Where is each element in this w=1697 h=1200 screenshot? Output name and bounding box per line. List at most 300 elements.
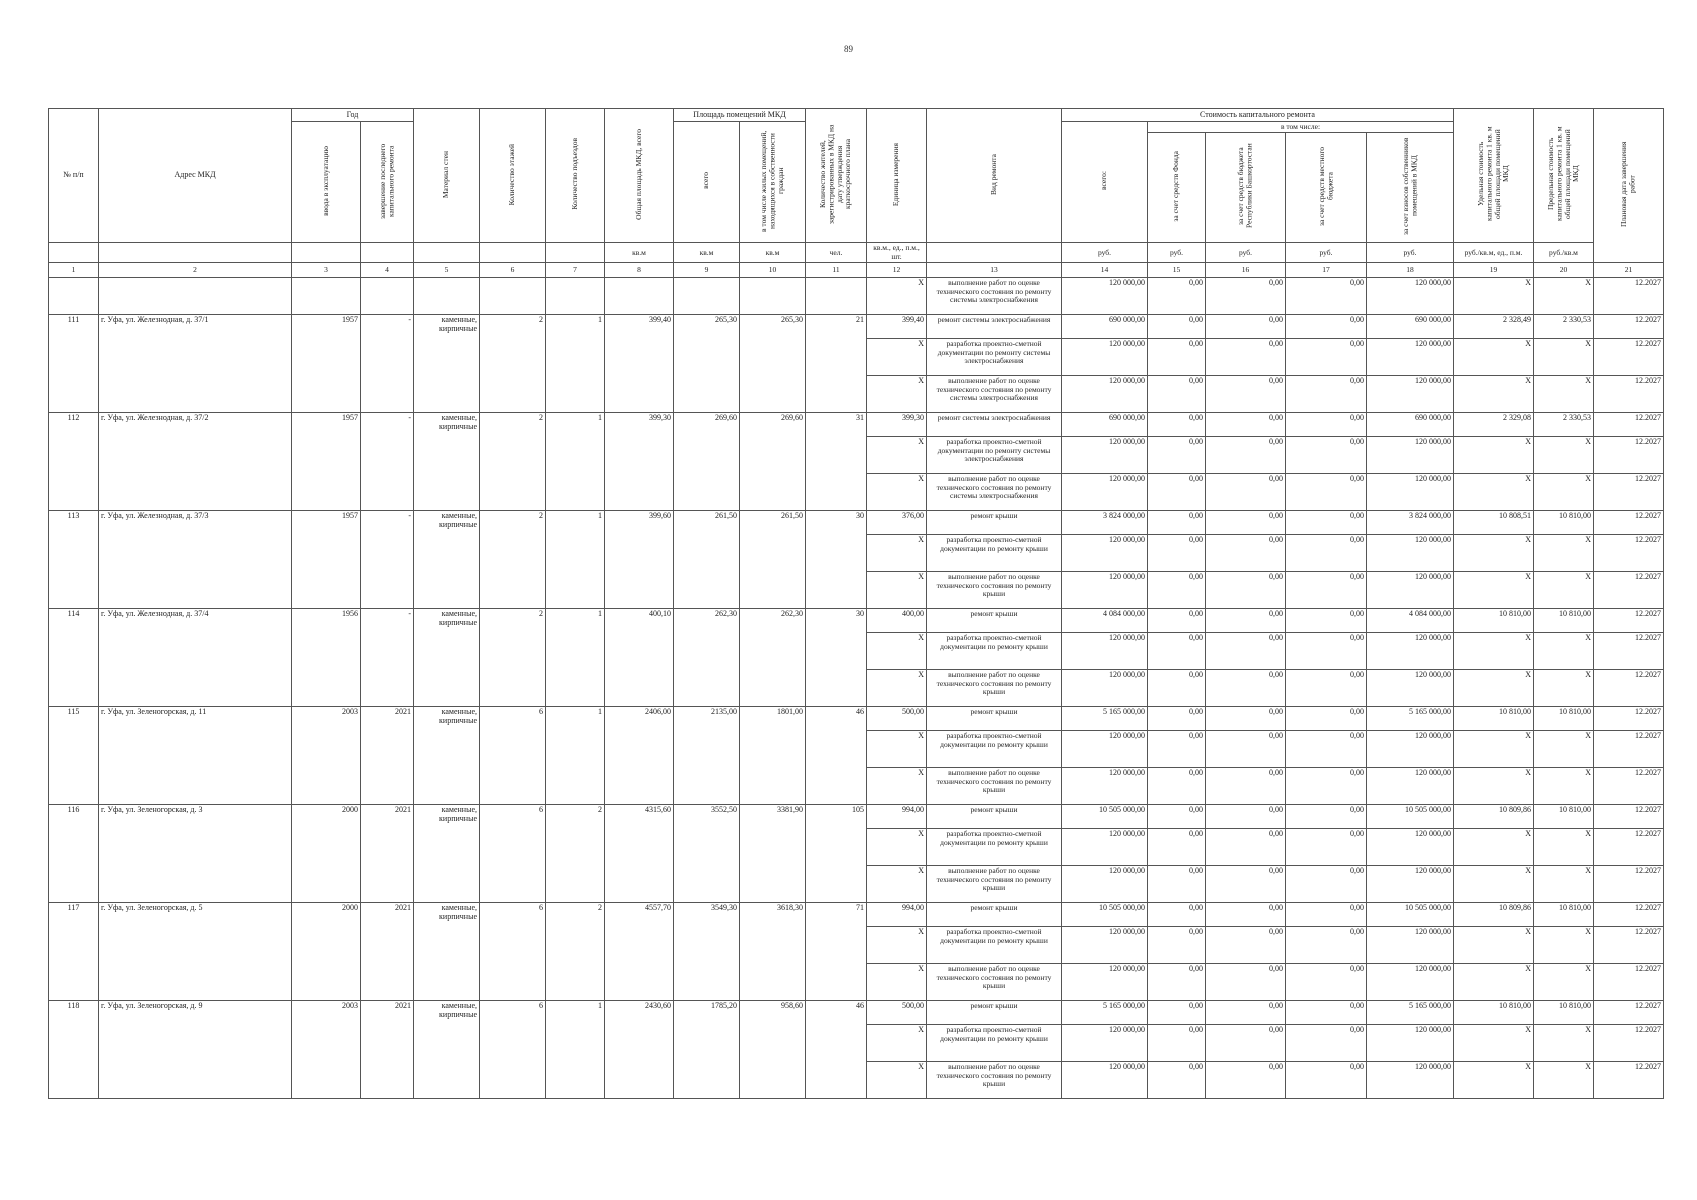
work-type: ремонт крыши xyxy=(927,511,1062,535)
work-deadline: 12.2027 xyxy=(1594,437,1664,474)
work-unit: 399,40 xyxy=(867,315,927,339)
work-type: ремонт системы электроснабжения xyxy=(927,413,1062,437)
work-cost-owners: 10 505 000,00 xyxy=(1367,805,1454,829)
work-cost-local: 0,00 xyxy=(1286,609,1367,633)
work-cost-republic: 0,00 xyxy=(1206,866,1286,903)
work-type: разработка проектно-сметной документации по ремонту крыши xyxy=(927,535,1062,572)
row-residents: 105 xyxy=(806,805,867,903)
work-unit: X xyxy=(867,1025,927,1062)
row-total-area: 399,30 xyxy=(605,413,674,511)
work-cost-total: 120 000,00 xyxy=(1062,278,1148,315)
row-year-repair: 2021 xyxy=(361,1001,414,1099)
work-cost-total: 120 000,00 xyxy=(1062,964,1148,1001)
work-deadline: 12.2027 xyxy=(1594,903,1664,927)
work-max-cost: 10 810,00 xyxy=(1534,707,1594,731)
work-cost-total: 120 000,00 xyxy=(1062,535,1148,572)
work-cost-republic: 0,00 xyxy=(1206,572,1286,609)
work-type: выполнение работ по оценке технического состояния по ремонту крыши xyxy=(927,572,1062,609)
work-cost-local: 0,00 xyxy=(1286,633,1367,670)
work-cost-local: 0,00 xyxy=(1286,768,1367,805)
work-specific-cost: 10 809,86 xyxy=(1454,903,1534,927)
work-specific-cost: 10 810,00 xyxy=(1454,707,1534,731)
row-floors: 6 xyxy=(480,1001,546,1099)
work-type: выполнение работ по оценке технического состояния по ремонту крыши xyxy=(927,1062,1062,1099)
work-cost-republic: 0,00 xyxy=(1206,535,1286,572)
row-year-repair: 2021 xyxy=(361,805,414,903)
work-cost-owners: 690 000,00 xyxy=(1367,315,1454,339)
header-area-all: всего xyxy=(674,122,740,243)
row-entrances: 2 xyxy=(546,805,605,903)
unit-cell xyxy=(480,243,546,263)
work-unit: 376,00 xyxy=(867,511,927,535)
table-header xyxy=(49,109,1664,278)
work-cost-total: 120 000,00 xyxy=(1062,768,1148,805)
work-type: ремонт системы электроснабжения xyxy=(927,315,1062,339)
work-cost-fund: 0,00 xyxy=(1148,1001,1206,1025)
work-cost-owners: 120 000,00 xyxy=(1367,731,1454,768)
work-cost-local: 0,00 xyxy=(1286,1062,1367,1099)
work-cost-republic: 0,00 xyxy=(1206,670,1286,707)
work-cost-republic: 0,00 xyxy=(1206,376,1286,413)
work-unit: 994,00 xyxy=(867,805,927,829)
row-num: 113 xyxy=(49,511,99,609)
work-specific-cost: X xyxy=(1454,829,1534,866)
work-cost-fund: 0,00 xyxy=(1148,474,1206,511)
row-year-built: 1957 xyxy=(292,413,361,511)
work-deadline: 12.2027 xyxy=(1594,609,1664,633)
work-cost-owners: 5 165 000,00 xyxy=(1367,1001,1454,1025)
work-type: выполнение работ по оценке технического состояния по ремонту системы электроснабжения xyxy=(927,376,1062,413)
work-cost-republic: 0,00 xyxy=(1206,731,1286,768)
row-num: 114 xyxy=(49,609,99,707)
work-cost-owners: 10 505 000,00 xyxy=(1367,903,1454,927)
work-type: выполнение работ по оценке технического состояния по ремонту крыши xyxy=(927,768,1062,805)
row-wall-material: каменные, кирпичные xyxy=(414,609,480,707)
row-entrances: 1 xyxy=(546,1001,605,1099)
work-specific-cost: X xyxy=(1454,535,1534,572)
work-cost-local: 0,00 xyxy=(1286,927,1367,964)
header-max-cost: Предельная стоимость капитального ремонта 1 кв. м общей площади помещений МКД xyxy=(1534,109,1594,243)
work-cost-republic: 0,00 xyxy=(1206,707,1286,731)
work-cost-local: 0,00 xyxy=(1286,1001,1367,1025)
table-row xyxy=(49,315,1664,339)
work-cost-local: 0,00 xyxy=(1286,572,1367,609)
work-specific-cost: X xyxy=(1454,670,1534,707)
work-cost-owners: 120 000,00 xyxy=(1367,1025,1454,1062)
work-cost-total: 3 824 000,00 xyxy=(1062,511,1148,535)
row-wall-material: каменные, кирпичные xyxy=(414,1001,480,1099)
work-deadline: 12.2027 xyxy=(1594,768,1664,805)
table-body xyxy=(49,278,1664,1099)
work-cost-fund: 0,00 xyxy=(1148,413,1206,437)
work-cost-fund: 0,00 xyxy=(1148,572,1206,609)
work-cost-local: 0,00 xyxy=(1286,474,1367,511)
row-address: г. Уфа, ул. Железнодная, д. 37/3 xyxy=(99,511,292,609)
work-cost-republic: 0,00 xyxy=(1206,829,1286,866)
row-num: 116 xyxy=(49,805,99,903)
work-cost-republic: 0,00 xyxy=(1206,805,1286,829)
work-cost-fund: 0,00 xyxy=(1148,927,1206,964)
work-cost-fund: 0,00 xyxy=(1148,866,1206,903)
row-total-area: 400,10 xyxy=(605,609,674,707)
header-local: за счет средств местного бюджета xyxy=(1286,133,1367,243)
work-type: ремонт крыши xyxy=(927,1001,1062,1025)
unit-cell xyxy=(546,243,605,263)
unit-cell: кв.м xyxy=(674,243,740,263)
work-cost-republic: 0,00 xyxy=(1206,339,1286,376)
work-cost-republic: 0,00 xyxy=(1206,278,1286,315)
row-area-repair: 262,30 xyxy=(740,609,806,707)
unit-cell: руб./кв.м xyxy=(1534,243,1594,263)
row-address: г. Уфа, ул. Зеленогорская, д. 3 xyxy=(99,805,292,903)
work-unit: X xyxy=(867,339,927,376)
work-deadline: 12.2027 xyxy=(1594,1001,1664,1025)
work-cost-total: 5 165 000,00 xyxy=(1062,707,1148,731)
row-residents: 71 xyxy=(806,903,867,1001)
work-specific-cost: X xyxy=(1454,1025,1534,1062)
work-max-cost: X xyxy=(1534,731,1594,768)
column-number-cell: 20 xyxy=(1534,263,1594,278)
row-area-repair xyxy=(740,278,806,315)
row-residents: 46 xyxy=(806,1001,867,1099)
row-entrances: 2 xyxy=(546,903,605,1001)
work-type: разработка проектно-сметной документации по ремонту крыши xyxy=(927,1025,1062,1062)
work-specific-cost: X xyxy=(1454,572,1534,609)
work-unit: X xyxy=(867,927,927,964)
work-deadline: 12.2027 xyxy=(1594,376,1664,413)
work-max-cost: X xyxy=(1534,927,1594,964)
unit-cell: руб./кв.м, ед., п.м. xyxy=(1454,243,1534,263)
work-cost-total: 120 000,00 xyxy=(1062,866,1148,903)
work-type: ремонт крыши xyxy=(927,903,1062,927)
row-residents: 30 xyxy=(806,609,867,707)
unit-cell: кв.м., ед., п.м., шт. xyxy=(867,243,927,263)
work-cost-owners: 120 000,00 xyxy=(1367,437,1454,474)
work-unit: X xyxy=(867,768,927,805)
unit-cell xyxy=(361,243,414,263)
work-cost-fund: 0,00 xyxy=(1148,670,1206,707)
work-cost-total: 120 000,00 xyxy=(1062,829,1148,866)
work-cost-local: 0,00 xyxy=(1286,278,1367,315)
unit-cell xyxy=(414,243,480,263)
work-type: разработка проектно-сметной документации по ремонту крыши xyxy=(927,633,1062,670)
work-cost-fund: 0,00 xyxy=(1148,339,1206,376)
work-max-cost: 2 330,53 xyxy=(1534,315,1594,339)
work-cost-local: 0,00 xyxy=(1286,670,1367,707)
row-year-built: 2003 xyxy=(292,707,361,805)
work-max-cost: X xyxy=(1534,437,1594,474)
row-address: г. Уфа, ул. Зеленогорская, д. 11 xyxy=(99,707,292,805)
work-cost-total: 120 000,00 xyxy=(1062,927,1148,964)
row-year-built: 2000 xyxy=(292,805,361,903)
work-specific-cost: 2 329,08 xyxy=(1454,413,1534,437)
work-deadline: 12.2027 xyxy=(1594,927,1664,964)
work-cost-total: 120 000,00 xyxy=(1062,339,1148,376)
work-max-cost: X xyxy=(1534,474,1594,511)
row-residents xyxy=(806,278,867,315)
work-cost-total: 690 000,00 xyxy=(1062,413,1148,437)
header-cost-total: всего: xyxy=(1062,122,1148,243)
work-unit: X xyxy=(867,829,927,866)
row-area-all: 261,50 xyxy=(674,511,740,609)
row-address: г. Уфа, ул. Железнодная, д. 37/1 xyxy=(99,315,292,413)
work-cost-total: 120 000,00 xyxy=(1062,474,1148,511)
work-max-cost: X xyxy=(1534,535,1594,572)
row-num xyxy=(49,278,99,315)
row-year-repair: - xyxy=(361,609,414,707)
work-max-cost: 10 810,00 xyxy=(1534,903,1594,927)
work-cost-local: 0,00 xyxy=(1286,1025,1367,1062)
work-unit: X xyxy=(867,670,927,707)
work-max-cost: 2 330,53 xyxy=(1534,413,1594,437)
work-unit: X xyxy=(867,731,927,768)
unit-cell: руб. xyxy=(1206,243,1286,263)
work-specific-cost: 2 328,49 xyxy=(1454,315,1534,339)
table-row xyxy=(49,609,1664,633)
work-unit: X xyxy=(867,964,927,1001)
work-cost-local: 0,00 xyxy=(1286,511,1367,535)
work-cost-fund: 0,00 xyxy=(1148,278,1206,315)
row-num: 111 xyxy=(49,315,99,413)
work-unit: X xyxy=(867,535,927,572)
row-year-repair: - xyxy=(361,511,414,609)
work-deadline: 12.2027 xyxy=(1594,1062,1664,1099)
unit-cell xyxy=(49,243,99,263)
work-type: ремонт крыши xyxy=(927,707,1062,731)
row-area-all: 265,30 xyxy=(674,315,740,413)
row-residents: 31 xyxy=(806,413,867,511)
row-residents: 30 xyxy=(806,511,867,609)
work-cost-republic: 0,00 xyxy=(1206,1001,1286,1025)
work-cost-owners: 120 000,00 xyxy=(1367,927,1454,964)
work-type: ремонт крыши xyxy=(927,805,1062,829)
row-year-built: 1957 xyxy=(292,511,361,609)
row-entrances: 1 xyxy=(546,511,605,609)
table-row xyxy=(49,1001,1664,1025)
row-floors: 6 xyxy=(480,903,546,1001)
column-number-cell: 19 xyxy=(1454,263,1534,278)
work-unit: 500,00 xyxy=(867,1001,927,1025)
header-column-numbers-row xyxy=(49,263,1664,278)
work-type: разработка проектно-сметной документации по ремонту крыши xyxy=(927,829,1062,866)
work-cost-owners: 120 000,00 xyxy=(1367,376,1454,413)
work-specific-cost: X xyxy=(1454,474,1534,511)
work-max-cost: X xyxy=(1534,670,1594,707)
unit-cell xyxy=(927,243,1062,263)
work-max-cost: X xyxy=(1534,339,1594,376)
row-area-repair: 1801,00 xyxy=(740,707,806,805)
work-specific-cost: X xyxy=(1454,339,1534,376)
work-cost-total: 5 165 000,00 xyxy=(1062,1001,1148,1025)
row-year-repair: 2021 xyxy=(361,903,414,1001)
column-number-cell: 7 xyxy=(546,263,605,278)
header-floors: Количество этажей xyxy=(480,109,546,243)
row-total-area: 4557,70 xyxy=(605,903,674,1001)
work-specific-cost: 10 810,00 xyxy=(1454,609,1534,633)
table-row xyxy=(49,413,1664,437)
work-type: выполнение работ по оценке технического состояния по ремонту крыши xyxy=(927,866,1062,903)
work-cost-local: 0,00 xyxy=(1286,315,1367,339)
row-area-all: 1785,20 xyxy=(674,1001,740,1099)
unit-cell: кв.м xyxy=(605,243,674,263)
row-entrances: 1 xyxy=(546,413,605,511)
work-cost-total: 120 000,00 xyxy=(1062,437,1148,474)
work-deadline: 12.2027 xyxy=(1594,829,1664,866)
work-cost-fund: 0,00 xyxy=(1148,1025,1206,1062)
work-max-cost: 10 810,00 xyxy=(1534,511,1594,535)
work-cost-owners: 120 000,00 xyxy=(1367,278,1454,315)
row-year-built: 2000 xyxy=(292,903,361,1001)
table-row xyxy=(49,903,1664,927)
work-type: разработка проектно-сметной документации по ремонту крыши xyxy=(927,927,1062,964)
work-cost-local: 0,00 xyxy=(1286,339,1367,376)
work-cost-owners: 690 000,00 xyxy=(1367,413,1454,437)
header-num: № п/п xyxy=(49,109,99,243)
work-cost-total: 120 000,00 xyxy=(1062,670,1148,707)
work-cost-local: 0,00 xyxy=(1286,376,1367,413)
row-total-area: 4315,60 xyxy=(605,805,674,903)
row-num: 115 xyxy=(49,707,99,805)
header-address: Адрес МКД xyxy=(99,109,292,243)
table-row xyxy=(49,805,1664,829)
work-deadline: 12.2027 xyxy=(1594,670,1664,707)
work-specific-cost: X xyxy=(1454,964,1534,1001)
work-specific-cost: X xyxy=(1454,927,1534,964)
table-row xyxy=(49,707,1664,731)
row-total-area xyxy=(605,278,674,315)
header-year-last-repair: завершение последнего капитального ремонта xyxy=(361,122,414,243)
work-cost-republic: 0,00 xyxy=(1206,437,1286,474)
column-number-cell: 4 xyxy=(361,263,414,278)
row-year-repair: 2021 xyxy=(361,707,414,805)
work-cost-local: 0,00 xyxy=(1286,829,1367,866)
column-number-cell: 2 xyxy=(99,263,292,278)
work-type: выполнение работ по оценке технического состояния по ремонту системы электроснабжения xyxy=(927,474,1062,511)
work-cost-fund: 0,00 xyxy=(1148,731,1206,768)
work-unit: X xyxy=(867,866,927,903)
header-entrances: Количество подъездов xyxy=(546,109,605,243)
row-wall-material: каменные, кирпичные xyxy=(414,315,480,413)
unit-cell: руб. xyxy=(1062,243,1148,263)
work-cost-republic: 0,00 xyxy=(1206,927,1286,964)
work-max-cost: X xyxy=(1534,278,1594,315)
work-cost-fund: 0,00 xyxy=(1148,829,1206,866)
work-cost-fund: 0,00 xyxy=(1148,964,1206,1001)
row-area-repair: 3618,30 xyxy=(740,903,806,1001)
header-republic: за счет средств бюджета Республики Башкортостан xyxy=(1206,133,1286,243)
table-row xyxy=(49,278,1664,315)
row-wall-material: каменные, кирпичные xyxy=(414,903,480,1001)
work-cost-owners: 5 165 000,00 xyxy=(1367,707,1454,731)
work-deadline: 12.2027 xyxy=(1594,805,1664,829)
header-residents: Количество жителей, зарегистрированных в МКД на дату утверждения краткосрочного плана xyxy=(806,109,867,243)
work-cost-fund: 0,00 xyxy=(1148,609,1206,633)
work-cost-total: 120 000,00 xyxy=(1062,572,1148,609)
row-year-built xyxy=(292,278,361,315)
work-max-cost: X xyxy=(1534,1062,1594,1099)
work-cost-total: 120 000,00 xyxy=(1062,1062,1148,1099)
work-unit: X xyxy=(867,437,927,474)
work-cost-owners: 120 000,00 xyxy=(1367,535,1454,572)
page-number: 89 xyxy=(844,44,853,54)
column-number-cell: 6 xyxy=(480,263,546,278)
row-entrances xyxy=(546,278,605,315)
work-unit: X xyxy=(867,376,927,413)
row-address: г. Уфа, ул. Зеленогорская, д. 9 xyxy=(99,1001,292,1099)
row-wall-material: каменные, кирпичные xyxy=(414,707,480,805)
row-total-area: 399,40 xyxy=(605,315,674,413)
work-max-cost: X xyxy=(1534,964,1594,1001)
work-cost-republic: 0,00 xyxy=(1206,903,1286,927)
work-cost-fund: 0,00 xyxy=(1148,768,1206,805)
work-cost-local: 0,00 xyxy=(1286,413,1367,437)
row-address: г. Уфа, ул. Железнодная, д. 37/2 xyxy=(99,413,292,511)
row-residents: 21 xyxy=(806,315,867,413)
work-cost-total: 120 000,00 xyxy=(1062,633,1148,670)
work-cost-republic: 0,00 xyxy=(1206,474,1286,511)
work-cost-owners: 120 000,00 xyxy=(1367,866,1454,903)
column-number-cell: 10 xyxy=(740,263,806,278)
header-units-row xyxy=(49,243,1664,263)
column-number-cell: 13 xyxy=(927,263,1062,278)
capital-repair-table xyxy=(48,108,1664,1099)
work-cost-republic: 0,00 xyxy=(1206,315,1286,339)
unit-cell: руб. xyxy=(1148,243,1206,263)
work-cost-local: 0,00 xyxy=(1286,903,1367,927)
work-max-cost: X xyxy=(1534,866,1594,903)
work-cost-total: 120 000,00 xyxy=(1062,731,1148,768)
row-year-built: 2003 xyxy=(292,1001,361,1099)
unit-cell: чел. xyxy=(806,243,867,263)
work-cost-republic: 0,00 xyxy=(1206,413,1286,437)
work-deadline: 12.2027 xyxy=(1594,535,1664,572)
work-unit: 399,30 xyxy=(867,413,927,437)
header-specific-cost: Удельная стоимость капитального ремонта 1 кв. м общей площади помещений МКД xyxy=(1454,109,1534,243)
work-deadline: 12.2027 xyxy=(1594,413,1664,437)
work-cost-fund: 0,00 xyxy=(1148,535,1206,572)
column-number-cell: 14 xyxy=(1062,263,1148,278)
work-cost-fund: 0,00 xyxy=(1148,511,1206,535)
work-specific-cost: 10 808,51 xyxy=(1454,511,1534,535)
work-unit: X xyxy=(867,633,927,670)
work-deadline: 12.2027 xyxy=(1594,633,1664,670)
row-address: г. Уфа, ул. Зеленогорская, д. 5 xyxy=(99,903,292,1001)
row-num: 112 xyxy=(49,413,99,511)
work-max-cost: X xyxy=(1534,829,1594,866)
column-number-cell: 9 xyxy=(674,263,740,278)
row-area-all: 3549,30 xyxy=(674,903,740,1001)
row-num: 118 xyxy=(49,1001,99,1099)
work-unit: 994,00 xyxy=(867,903,927,927)
header-subgroup-incl: в том числе: xyxy=(1148,122,1454,133)
work-cost-fund: 0,00 xyxy=(1148,315,1206,339)
work-cost-republic: 0,00 xyxy=(1206,633,1286,670)
work-max-cost: 10 810,00 xyxy=(1534,805,1594,829)
column-number-cell: 21 xyxy=(1594,263,1664,278)
work-cost-owners: 120 000,00 xyxy=(1367,829,1454,866)
work-cost-owners: 120 000,00 xyxy=(1367,339,1454,376)
work-unit: X xyxy=(867,474,927,511)
work-deadline: 12.2027 xyxy=(1594,866,1664,903)
work-cost-owners: 120 000,00 xyxy=(1367,670,1454,707)
work-specific-cost: X xyxy=(1454,731,1534,768)
row-floors: 6 xyxy=(480,805,546,903)
work-deadline: 12.2027 xyxy=(1594,964,1664,1001)
work-cost-total: 120 000,00 xyxy=(1062,1025,1148,1062)
work-deadline: 12.2027 xyxy=(1594,315,1664,339)
row-wall-material xyxy=(414,278,480,315)
work-max-cost: X xyxy=(1534,768,1594,805)
